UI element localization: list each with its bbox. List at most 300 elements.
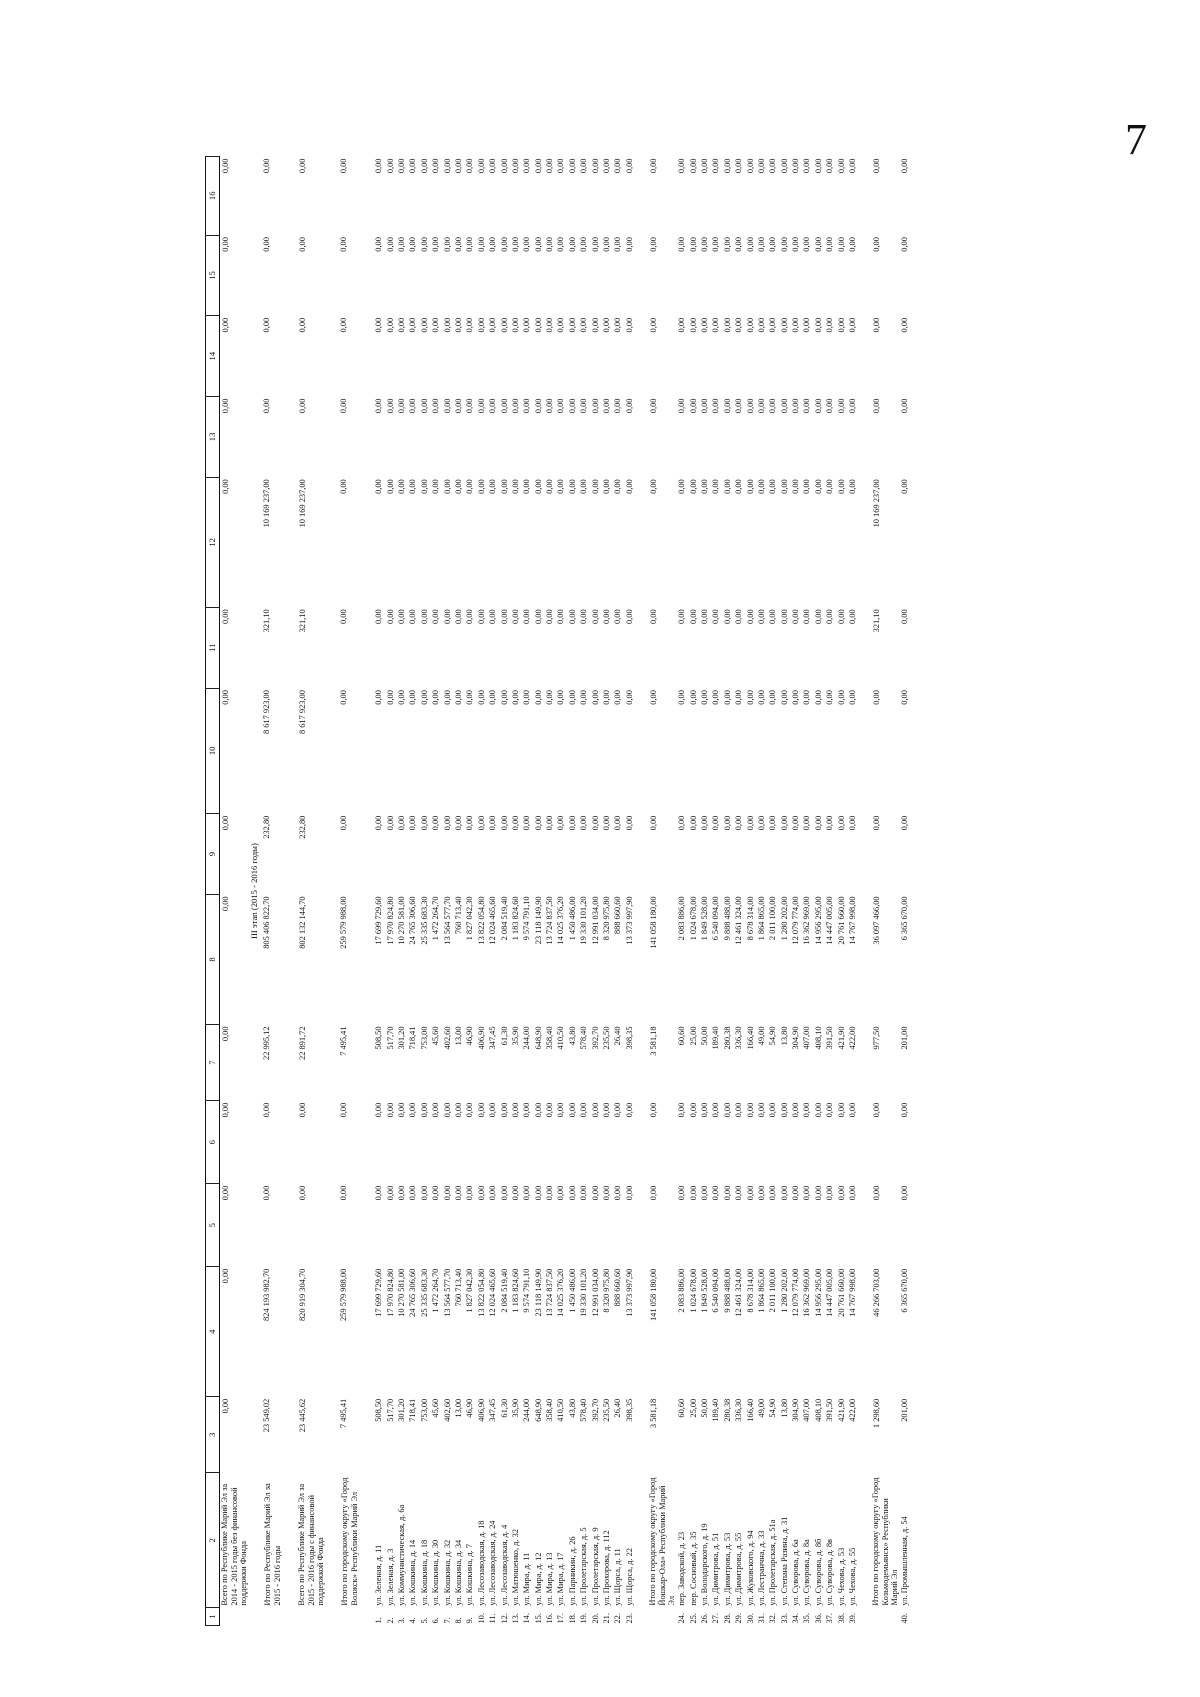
row-number: 7.	[442, 1617, 452, 1624]
value-cell: 0,00	[385, 1102, 395, 1118]
row-label: Всего по Республике Марий Эл за 2014 - 2015 годы без финансовой поддержки Фонда	[220, 1483, 249, 1606]
cost-cell: 8 678 314,00	[745, 896, 755, 941]
value-cell: 0,00	[613, 398, 623, 414]
value-cell: 0,00	[624, 815, 634, 831]
value-cell: 0,00	[711, 479, 721, 494]
value-cell: 0,00	[648, 690, 658, 705]
rotated-table-container	[205, 156, 1165, 1626]
value-cell: 0,00	[419, 690, 429, 705]
value-cell: 0,00	[602, 1185, 612, 1201]
value-cell: 0,00	[385, 398, 395, 414]
value-cell: 0,00	[397, 1185, 406, 1201]
row-number: 13.	[510, 1613, 520, 1624]
cost-cell: 23 118 149,90	[533, 1268, 543, 1317]
value-cell: 259 579 988,00	[338, 1268, 348, 1322]
value-cell: 0,00	[453, 479, 463, 494]
value-cell: 0,00	[221, 1398, 230, 1414]
area-cell: 347,45	[488, 1398, 498, 1422]
area-cell: 408,10	[813, 1026, 823, 1050]
row-number: 39.	[848, 1613, 858, 1624]
value-cell: 0,00	[419, 317, 429, 333]
value-cell: 0,00	[499, 398, 509, 414]
value-cell: 0,00	[579, 815, 589, 831]
value-cell: 0,00	[221, 1268, 230, 1284]
spacer-cell	[285, 157, 297, 1626]
address-cell: ул. Кошкина, д. 18	[419, 1539, 429, 1606]
value-cell: 0,00	[602, 237, 612, 252]
table-row	[397, 157, 408, 1626]
value-cell: 0,00	[900, 158, 910, 174]
cost-cell: 16 362 969,00	[802, 1268, 812, 1317]
value-cell: 0,00	[499, 1102, 509, 1118]
value-cell: 0,00	[688, 398, 698, 414]
value-cell: 0,00	[756, 158, 766, 174]
value-cell: 0,00	[813, 609, 823, 624]
row-number-cell	[648, 1608, 677, 1626]
cost-cell: 12 024 465,60	[488, 1268, 498, 1317]
area-cell: 45,60	[431, 1026, 441, 1046]
value-cell: 0,00	[556, 158, 566, 174]
area-cell: 391,50	[825, 1026, 835, 1050]
value-cell: 0,00	[567, 479, 577, 494]
cost-cell: 13 724 837,50	[545, 896, 555, 945]
value-cell: 0,00	[677, 479, 687, 494]
value-cell: 0,00	[872, 158, 882, 174]
value-cell: 0,00	[802, 1185, 812, 1201]
value-cell: 0,00	[802, 609, 812, 624]
value-cell: 0,00	[261, 1185, 271, 1201]
page-number: 7	[1125, 115, 1147, 164]
row-number: 19.	[579, 1613, 589, 1624]
area-cell: 49,00	[756, 1398, 766, 1418]
area-cell: 50,00	[699, 1398, 709, 1418]
value-cell: 0,00	[734, 158, 744, 174]
value-cell: 0,00	[419, 1102, 429, 1118]
value-cell: 0,00	[848, 317, 858, 333]
value-cell: 0,00	[722, 158, 732, 174]
value-cell: 0,00	[476, 609, 486, 624]
address-cell: ул. Жуковского, д. 94	[745, 1530, 755, 1606]
table-row	[625, 157, 636, 1626]
value-cell: 0,00	[836, 237, 846, 252]
address-cell: пер. Заводской, д. 23	[677, 1531, 687, 1606]
value-cell: 0,00	[499, 815, 509, 831]
value-cell: 0,00	[533, 479, 543, 494]
value-cell: 0,00	[836, 690, 846, 705]
value-cell: 0,00	[677, 1102, 687, 1118]
table-row	[688, 157, 699, 1626]
area-cell: 402,60	[442, 1026, 452, 1050]
value-cell: 0,00	[779, 398, 789, 414]
value-cell: 0,00	[385, 237, 395, 252]
value-cell: 7 495,41	[338, 1026, 348, 1056]
value-cell: 0,00	[624, 1185, 634, 1201]
cost-cell: 1 450 486,00	[567, 1268, 577, 1313]
value-cell: 0,00	[688, 1102, 698, 1118]
value-cell: 0,00	[397, 609, 406, 624]
value-cell: 0,00	[522, 398, 532, 414]
value-cell: 0,00	[699, 690, 709, 705]
value-cell: 0,00	[567, 609, 577, 624]
value-cell: 0,00	[756, 1185, 766, 1201]
value-cell: 0,00	[408, 398, 418, 414]
value-cell: 3 581,18	[648, 1398, 658, 1429]
value-cell: 0,00	[476, 317, 486, 333]
value-cell: 0,00	[488, 237, 498, 252]
area-cell: 336,30	[734, 1398, 744, 1422]
column-number-header	[206, 157, 220, 1626]
value-cell: 0,00	[813, 479, 823, 494]
value-cell: 0,00	[699, 237, 709, 252]
cost-cell: 17 970 824,80	[385, 1268, 395, 1317]
value-cell: 0,00	[624, 1102, 634, 1118]
area-cell: 60,60	[677, 1026, 687, 1046]
value-cell: 0,00	[768, 815, 778, 831]
value-cell: 0,00	[385, 609, 395, 624]
value-cell: 0,00	[745, 1102, 755, 1118]
row-number: 20.	[590, 1613, 600, 1624]
address-cell: ул. Матюшенко, д. 32	[510, 1529, 520, 1606]
table-row	[825, 157, 836, 1626]
value-cell: 8 617 923,00	[261, 690, 271, 735]
value-cell: 0,00	[488, 690, 498, 705]
value-cell: 0,00	[221, 1185, 230, 1201]
value-cell: 0,00	[848, 479, 858, 494]
table-row	[700, 157, 711, 1626]
value-cell: 141 058 180,00	[648, 896, 658, 949]
value-cell: 0,00	[791, 398, 801, 414]
cost-cell: 13 373 997,90	[624, 896, 634, 945]
cost-cell: 9 888 488,00	[722, 896, 732, 941]
value-cell: 0,00	[722, 690, 732, 705]
value-cell: 0,00	[338, 158, 348, 174]
value-cell: 0,00	[408, 690, 418, 705]
cost-cell: 10 270 581,00	[397, 896, 406, 945]
address-cell: ул. Лесозаводская, д. 18	[476, 1520, 486, 1606]
value-cell: 0,00	[476, 158, 486, 174]
value-cell: 0,00	[567, 1185, 577, 1201]
row-number: 30.	[745, 1613, 755, 1624]
value-cell: 0,00	[556, 690, 566, 705]
value-cell: 0,00	[556, 815, 566, 831]
value-cell: 0,00	[648, 317, 658, 333]
cost-cell: 2 084 519,40	[499, 896, 509, 941]
total-row	[338, 157, 362, 1626]
value-cell: 0,00	[431, 690, 441, 705]
value-cell: 0,00	[756, 690, 766, 705]
address-cell: ул. Димитрова, д. 53	[722, 1532, 732, 1606]
value-cell: 0,00	[722, 398, 732, 414]
value-cell: 0,00	[408, 237, 418, 252]
spacer-row	[362, 157, 374, 1626]
value-cell: 0,00	[848, 158, 858, 174]
area-cell: 753,00	[419, 1026, 429, 1050]
value-cell: 0,00	[545, 479, 555, 494]
address-cell: ул. Суворова, д. 6а	[791, 1539, 801, 1606]
area-cell: 43,80	[567, 1398, 577, 1418]
area-cell: 244,00	[522, 1026, 532, 1050]
value-cell: 0,00	[590, 609, 600, 624]
value-cell: 0,00	[476, 1185, 486, 1201]
cost-cell: 2 011 100,00	[768, 1268, 778, 1313]
address-cell: ул. Пролетарская, д. 51а	[768, 1519, 778, 1606]
value-cell: 8 617 923,00	[297, 690, 307, 735]
value-cell: 0,00	[442, 317, 452, 333]
area-cell: 166,40	[745, 1026, 755, 1050]
area-cell: 13,00	[453, 1398, 463, 1418]
value-cell: 0,00	[545, 398, 555, 414]
cost-cell: 1 864 865,00	[756, 896, 766, 941]
address-cell: ул. Кошкина, д. 30	[431, 1539, 441, 1606]
value-cell: 0,00	[768, 237, 778, 252]
value-cell: 0,00	[745, 1185, 755, 1201]
cost-cell: 20 761 660,00	[836, 1268, 846, 1317]
value-cell: 0,00	[545, 1102, 555, 1118]
table-row	[522, 157, 533, 1626]
table-row	[779, 157, 790, 1626]
cost-cell: 8 678 314,00	[745, 1268, 755, 1313]
value-cell: 0,00	[813, 317, 823, 333]
value-cell: 0,00	[768, 479, 778, 494]
area-cell: 407,00	[802, 1026, 812, 1050]
cost-cell: 1 472 264,70	[431, 1268, 441, 1313]
area-cell: 301,20	[397, 1026, 406, 1050]
cost-cell: 12 079 774,00	[791, 896, 801, 945]
value-cell: 0,00	[590, 479, 600, 494]
value-cell: 0,00	[556, 1102, 566, 1118]
value-cell: 0,00	[221, 1102, 230, 1118]
column-number-16: 16	[206, 157, 220, 236]
value-cell: 0,00	[488, 1102, 498, 1118]
value-cell: 0,00	[567, 690, 577, 705]
row-label: Итого по Республике Марий Эл за 2015 - 2016 годы	[263, 1483, 282, 1606]
value-cell: 0,00	[499, 317, 509, 333]
cost-cell: 1 827 042,30	[465, 1268, 475, 1313]
value-cell: 0,00	[556, 609, 566, 624]
value-cell: 0,00	[711, 398, 721, 414]
value-cell: 0,00	[385, 479, 395, 494]
table-row	[488, 157, 499, 1626]
value-cell: 0,00	[872, 237, 882, 252]
value-cell: 0,00	[567, 398, 577, 414]
area-cell: 410,50	[556, 1026, 566, 1050]
value-cell: 0,00	[522, 1185, 532, 1201]
value-cell: 0,00	[533, 609, 543, 624]
cost-cell: 20 761 660,00	[836, 896, 846, 945]
cost-cell: 14 956 295,00	[813, 1268, 823, 1317]
value-cell: 0,00	[579, 317, 589, 333]
value-cell: 0,00	[711, 317, 721, 333]
value-cell: 0,00	[825, 398, 835, 414]
value-cell: 0,00	[602, 1102, 612, 1118]
area-cell: 50,00	[699, 1026, 709, 1046]
address-cell: ул. Суворова, д. 8а	[802, 1539, 812, 1606]
address-cell: ул. Лесозаводская, д. 4	[499, 1524, 509, 1606]
value-cell: 0,00	[465, 1102, 475, 1118]
cost-cell: 760 713,40	[453, 1268, 463, 1307]
table-row	[613, 157, 624, 1626]
value-cell: 0,00	[745, 317, 755, 333]
row-number: 36.	[813, 1613, 823, 1624]
cost-cell: 1 024 678,00	[688, 1268, 698, 1313]
value-cell: 0,00	[756, 479, 766, 494]
value-cell: 0,00	[825, 690, 835, 705]
value-cell: 0,00	[385, 815, 395, 831]
area-cell: 25,00	[688, 1398, 698, 1418]
cost-cell: 888 660,60	[613, 1268, 623, 1307]
cost-cell: 760 713,40	[453, 896, 463, 935]
value-cell: 0,00	[476, 237, 486, 252]
value-cell: 22 891,72	[297, 1026, 307, 1060]
address-cell: ул. Коммунистическая, д. 6а	[397, 1504, 406, 1606]
area-cell: 347,45	[488, 1026, 498, 1050]
value-cell: 0,00	[397, 158, 406, 174]
table-row	[454, 157, 465, 1626]
table-row	[533, 157, 544, 1626]
value-cell: 0,00	[476, 398, 486, 414]
value-cell: 0,00	[677, 609, 687, 624]
value-cell: 0,00	[556, 1185, 566, 1201]
value-cell: 0,00	[872, 1102, 882, 1118]
cost-cell: 16 362 969,00	[802, 896, 812, 945]
value-cell: 0,00	[385, 317, 395, 333]
row-number: 22.	[613, 1613, 623, 1624]
area-cell: 421,90	[836, 1026, 846, 1050]
value-cell: 23 549,02	[261, 1398, 271, 1433]
value-cell: 0,00	[522, 1102, 532, 1118]
cost-cell: 8 320 975,80	[602, 1268, 612, 1313]
row-number: 31.	[756, 1613, 766, 1624]
row-number: 5.	[419, 1617, 429, 1624]
value-cell: 0,00	[722, 815, 732, 831]
value-cell: 977,50	[872, 1026, 882, 1050]
value-cell: 0,00	[533, 317, 543, 333]
value-cell: 0,00	[408, 158, 418, 174]
value-cell: 0,00	[711, 1102, 721, 1118]
value-cell: 0,00	[408, 1102, 418, 1118]
value-cell: 0,00	[533, 158, 543, 174]
cost-cell: 1 280 202,00	[779, 1268, 789, 1313]
value-cell: 0,00	[221, 815, 230, 831]
area-cell: 517,70	[385, 1026, 395, 1050]
total-row	[261, 157, 285, 1626]
value-cell: 0,00	[431, 317, 441, 333]
value-cell: 1 298,60	[872, 1398, 882, 1429]
cost-cell: 25 335 683,30	[419, 896, 429, 945]
value-cell: 0,00	[442, 815, 452, 831]
area-cell: 648,90	[533, 1026, 543, 1050]
cost-cell: 14 447 005,00	[825, 896, 835, 945]
area-cell: 35,90	[510, 1398, 520, 1418]
area-cell: 421,90	[836, 1398, 846, 1422]
value-cell: 0,00	[791, 237, 801, 252]
address-cell: ул. Кошкина, д. 32	[442, 1539, 452, 1606]
spacer-cell	[362, 157, 374, 1626]
address-cell: ул. Мира, д. 13	[545, 1552, 555, 1606]
column-number-11: 11	[206, 607, 220, 688]
address-cell: ул. Прохорова, д. 112	[602, 1530, 612, 1606]
column-number-8: 8	[206, 894, 220, 1024]
value-cell: 0,00	[545, 690, 555, 705]
value-cell: 0,00	[374, 158, 384, 174]
value-cell: 0,00	[431, 158, 441, 174]
spacer-row	[859, 157, 871, 1626]
cost-cell: 12 991 034,00	[590, 896, 600, 945]
row-number: 8.	[453, 1617, 463, 1624]
value-cell: 0,00	[385, 690, 395, 705]
spacer-cell	[859, 157, 871, 1626]
value-cell: 0,00	[768, 1185, 778, 1201]
cost-cell: 24 765 306,60	[408, 1268, 418, 1317]
address-cell: ул. Мира, д. 17	[556, 1552, 566, 1606]
value-cell: 0,00	[522, 690, 532, 705]
value-cell: 0,00	[431, 1185, 441, 1201]
value-cell: 0,00	[522, 158, 532, 174]
value-cell: 0,00	[522, 815, 532, 831]
value-cell: 10 169 237,00	[261, 479, 271, 528]
value-cell: 0,00	[813, 1102, 823, 1118]
column-number-4: 4	[206, 1267, 220, 1397]
value-cell: 0,00	[825, 158, 835, 174]
column-number-15: 15	[206, 235, 220, 316]
cost-cell: 13 564 577,70	[442, 1268, 452, 1317]
value-cell: 0,00	[567, 317, 577, 333]
value-cell: 0,00	[221, 317, 230, 333]
cost-cell: 17 970 824,80	[385, 896, 395, 945]
value-cell: 0,00	[590, 237, 600, 252]
value-cell: 0,00	[734, 479, 744, 494]
area-cell: 406,90	[476, 1026, 486, 1050]
cost-cell: 24 765 306,60	[408, 896, 418, 945]
value-cell: 0,00	[221, 158, 230, 174]
cost-cell: 9 574 791,10	[522, 1268, 532, 1313]
cost-cell: 13 564 577,70	[442, 896, 452, 945]
value-cell: 0,00	[711, 237, 721, 252]
value-cell: 0,00	[338, 317, 348, 333]
cost-cell: 6 365 670,00	[900, 896, 910, 941]
value-cell: 0,00	[522, 479, 532, 494]
table-row	[768, 157, 779, 1626]
row-number-cell	[871, 1608, 900, 1626]
area-cell: 508,50	[374, 1398, 384, 1422]
value-cell: 0,00	[499, 1185, 509, 1201]
address-cell: ул. Лесозаводская, д. 24	[488, 1520, 498, 1606]
value-cell: 0,00	[510, 1185, 520, 1201]
value-cell: 0,00	[791, 479, 801, 494]
column-number-6: 6	[206, 1101, 220, 1184]
address-cell: ул. Промышленная, д. 54	[900, 1516, 910, 1606]
value-cell: 0,00	[836, 609, 846, 624]
column-number-5: 5	[206, 1184, 220, 1267]
cost-cell: 1 450 486,00	[567, 896, 577, 941]
area-cell: 410,50	[556, 1398, 566, 1422]
value-cell: 0,00	[499, 237, 509, 252]
table-row	[374, 157, 385, 1626]
cost-cell: 12 461 324,00	[734, 1268, 744, 1317]
row-number: 12.	[499, 1613, 509, 1624]
area-cell: 61,30	[499, 1026, 509, 1046]
value-cell: 0,00	[602, 479, 612, 494]
cost-cell: 13 724 837,50	[545, 1268, 555, 1317]
value-cell: 0,00	[579, 690, 589, 705]
value-cell: 0,00	[699, 815, 709, 831]
cost-cell: 14 025 376,20	[556, 1268, 566, 1317]
cost-cell: 10 270 581,00	[397, 1268, 406, 1317]
value-cell: 0,00	[624, 609, 634, 624]
row-number: 33.	[779, 1613, 789, 1624]
address-cell: ул. Лестранчна, д. 33	[756, 1530, 766, 1606]
row-number: 37.	[825, 1613, 835, 1624]
